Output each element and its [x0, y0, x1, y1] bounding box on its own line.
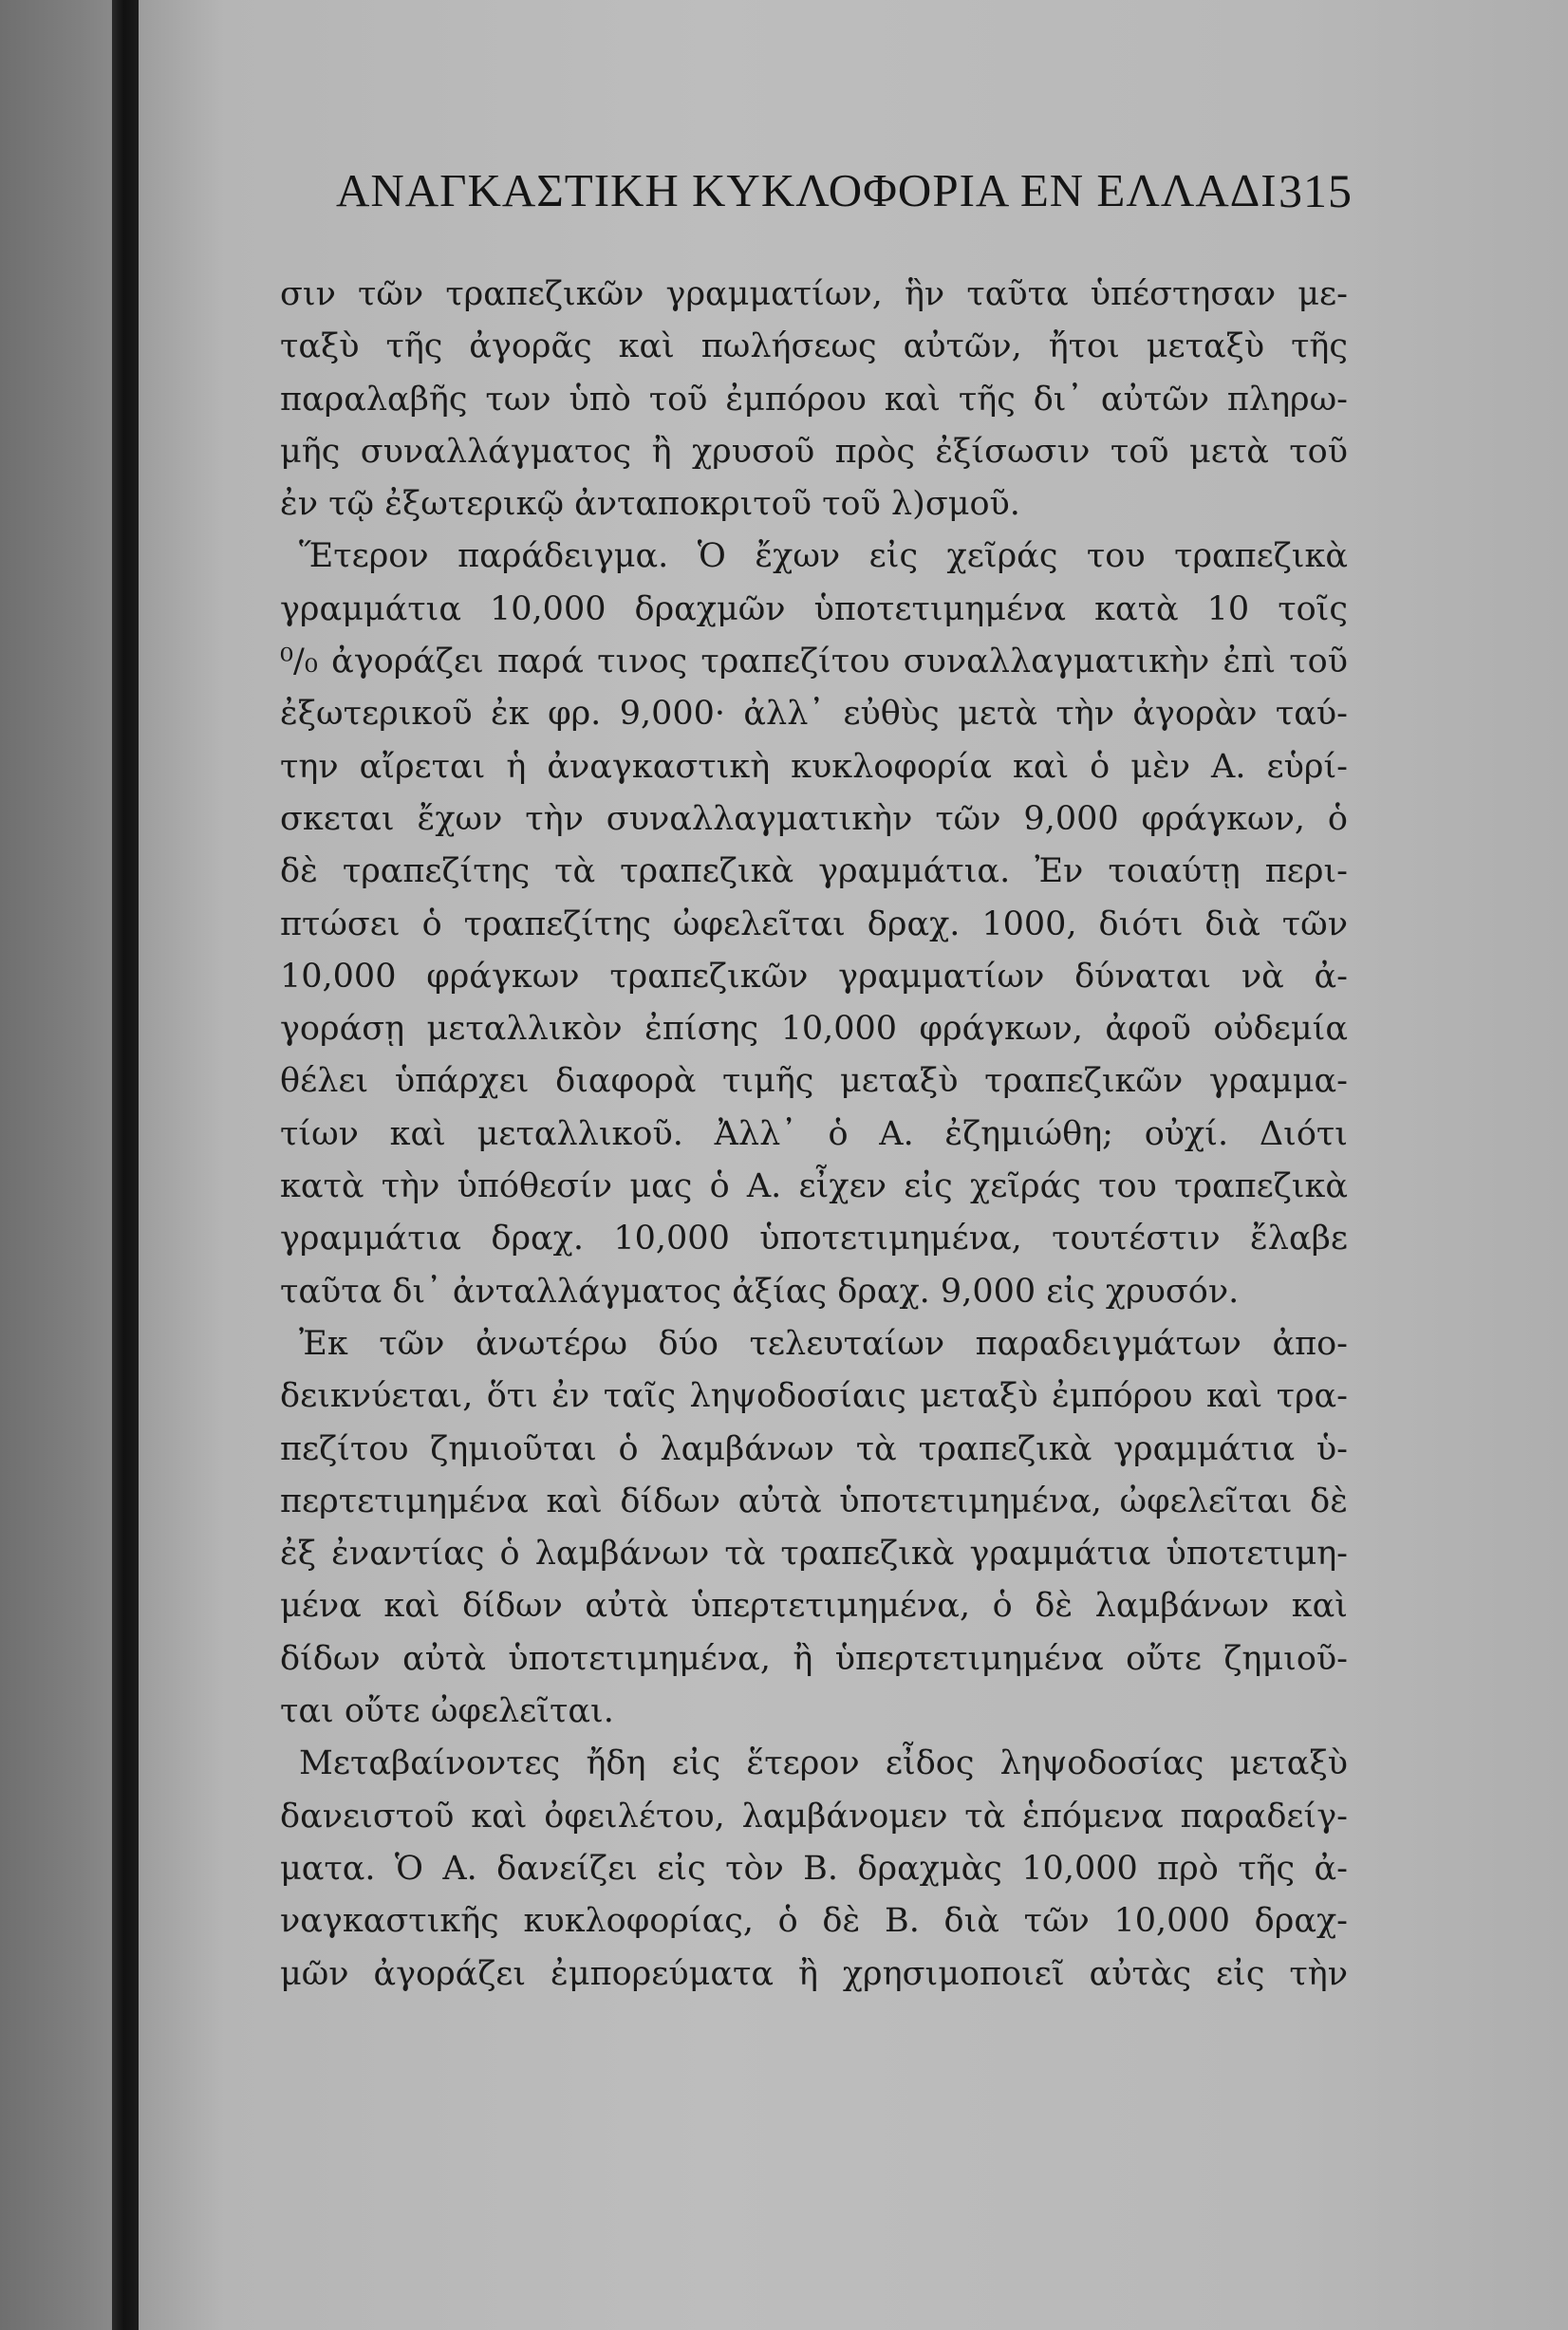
page-number: 315 — [1279, 164, 1353, 217]
text-line: δὲ τραπεζίτης τὰ τραπεζικὰ γραμμάτια. Ἐν τοιαύτῃ περι- — [280, 852, 1348, 891]
text-line: κατὰ τὴν ὑπόθεσίν μας ὁ Α. εἶχεν εἰς χεῖράς του τραπεζικὰ — [280, 1167, 1348, 1206]
text-line: γοράσῃ μεταλλικὸν ἐπίσης 10,000 φράγκων, ἀφοῦ οὐδεμία — [280, 1010, 1348, 1049]
text-line: 10,000 φράγκων τραπεζικῶν γραμματίων δύναται νὰ ἀ- — [280, 957, 1348, 996]
text-line: ταῦτα δι᾽ ἀνταλλάγματος ἀξίας δραχ. 9,000 εἰς χρυσόν. — [280, 1272, 1240, 1311]
text-line: την αἴρεται ἡ ἀναγκαστικὴ κυκλοφορία καὶ ὁ μὲν Α. εὑρί- — [280, 747, 1348, 786]
text-line: δίδων αὐτὰ ὑποτετιμημένα, ἢ ὑπερτετιμημένα οὔτε ζημιοῦ- — [280, 1639, 1348, 1678]
text-line: μῆς συναλλάγματος ἢ χρυσοῦ πρὸς ἐξίσωσιν τοῦ μετὰ τοῦ — [280, 432, 1348, 471]
running-head — [190, 163, 1353, 230]
facing-page-edge — [0, 0, 112, 2330]
text-line: ⁰/₀ ἀγοράζει παρά τινος τραπεζίτου συναλλαγματικὴν ἐπὶ τοῦ — [280, 643, 1348, 681]
text-line: Ἕτερον παράδειγμα. Ὁ ἔχων εἰς χεῖράς του τραπεζικὰ — [299, 537, 1348, 576]
text-line: πεζίτου ζημιοῦται ὁ λαμβάνων τὰ τραπεζικὰ γραμμάτια ὑ- — [280, 1429, 1348, 1468]
text-line: ἐξ ἐναντίας ὁ λαμβάνων τὰ τραπεζικὰ γραμμάτια ὑποτετιμη- — [280, 1535, 1348, 1574]
text-line: παραλαβῆς των ὑπὸ τοῦ ἐμπόρου καὶ τῆς δι᾽ αὐτῶν πληρω- — [280, 380, 1348, 419]
text-line: ἐξωτερικοῦ ἐκ φρ. 9,000· ἀλλ᾽ εὐθὺς μετὰ τὴν ἀγορὰν ταύ- — [280, 695, 1348, 734]
text-line: μῶν ἀγοράζει ἐμπορεύματα ἢ χρησιμοποιεῖ αὐτὰς εἰς τὴν — [280, 1954, 1348, 1993]
text-line: Ἐκ τῶν ἀνωτέρω δύο τελευταίων παραδειγμάτων ἀπο- — [299, 1324, 1348, 1363]
running-title: ΑΝΑΓΚΑΣΤΙΚΗ ΚΥΚΛΟΦΟΡΙΑ ΕΝ ΕΛΛΑΔΙ — [336, 164, 1278, 216]
body-text — [280, 269, 1348, 2001]
text-line: ται οὔτε ὠφελεῖται. — [280, 1692, 614, 1731]
book-spine-shadow — [112, 0, 139, 2330]
text-line: γραμμάτια δραχ. 10,000 ὑποτετιμημένα, τουτέστιν ἔλαβε — [280, 1220, 1348, 1258]
text-line: ματα. Ὁ Α. δανείζει εἰς τὸν Β. δραχμὰς 10,000 πρὸ τῆς ἀ- — [280, 1849, 1348, 1888]
text-line: δανειστοῦ καὶ ὀφειλέτου, λαμβάνομεν τὰ ἑπόμενα παραδείγ- — [280, 1797, 1348, 1836]
text-line: δεικνύεται, ὅτι ἐν ταῖς ληψοδοσίαις μεταξὺ ἐμπόρου καὶ τρα- — [280, 1377, 1348, 1416]
text-line: περτετιμημένα καὶ δίδων αὐτὰ ὑποτετιμημένα, ὠφελεῖται δὲ — [280, 1482, 1348, 1520]
text-line: τίων καὶ μεταλλικοῦ. Ἀλλ᾽ ὁ Α. ἐζημιώθη; οὐχί. Διότι — [280, 1114, 1348, 1153]
text-line: ναγκαστικῆς κυκλοφορίας, ὁ δὲ Β. διὰ τῶν 10,000 δραχ- — [280, 1902, 1348, 1941]
text-line: Μεταβαίνοντες ἤδη εἰς ἕτερον εἶδος ληψοδοσίας μεταξὺ — [299, 1744, 1348, 1783]
text-line: μένα καὶ δίδων αὐτὰ ὑπερτετιμημένα, ὁ δὲ λαμβάνων καὶ — [280, 1587, 1348, 1626]
text-line: γραμμάτια 10,000 δραχμῶν ὑποτετιμημένα κατὰ 10 τοῖς — [280, 589, 1348, 628]
text-line: σκεται ἔχων τὴν συναλλαγματικὴν τῶν 9,000 φράγκων, ὁ — [280, 799, 1348, 838]
text-line: θέλει ὑπάρχει διαφορὰ τιμῆς μεταξὺ τραπεζικῶν γραμμα- — [280, 1062, 1348, 1101]
text-line: πτώσει ὁ τραπεζίτης ὠφελεῖται δραχ. 1000, διότι διὰ τῶν — [280, 904, 1348, 943]
text-line: ἐν τῷ ἐξωτερικῷ ἀνταποκριτοῦ τοῦ λ)σμοῦ. — [280, 485, 1020, 524]
text-line: σιν τῶν τραπεζικῶν γραμματίων, ἣν ταῦτα ὑπέστησαν με- — [280, 275, 1348, 313]
text-line: ταξὺ τῆς ἀγορᾶς καὶ πωλήσεως αὐτῶν, ἤτοι μεταξὺ τῆς — [280, 327, 1348, 366]
